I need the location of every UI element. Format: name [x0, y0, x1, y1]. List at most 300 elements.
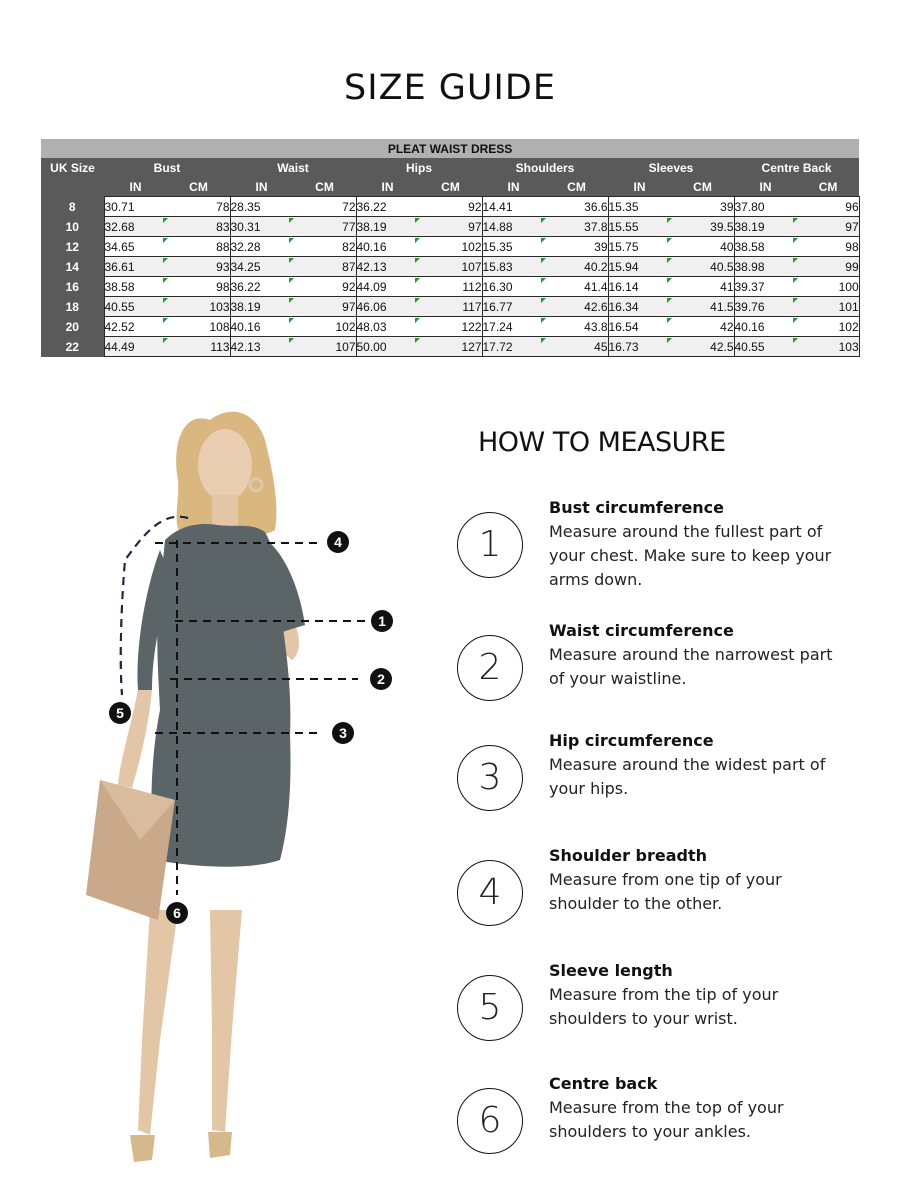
cm-value — [671, 317, 734, 337]
table-row — [41, 277, 859, 297]
leg-left — [138, 910, 178, 1135]
cell-text: 15.35 — [608, 199, 639, 214]
cell-text: 14.41 — [482, 199, 513, 214]
cell-text: 16.34 — [608, 299, 639, 314]
step-heading: Sleeve length — [549, 961, 673, 980]
size-cell: 18 — [41, 297, 104, 317]
cell-text: 98 — [216, 279, 230, 294]
cm-value — [293, 297, 356, 317]
in-value — [608, 257, 671, 277]
cell-text: 38.19 — [356, 219, 387, 234]
table-row — [41, 257, 859, 277]
in-value — [482, 317, 545, 337]
cm-value — [797, 257, 859, 277]
group-header: Centre Back — [734, 158, 859, 177]
cell-text: 39 — [720, 199, 734, 214]
group-header: Waist — [230, 158, 356, 177]
step-description: Measure around the widest part of your hips. — [549, 755, 826, 798]
cell-flag-icon — [793, 238, 798, 243]
cell-flag-icon — [541, 218, 546, 223]
step-heading: Shoulder breadth — [549, 846, 708, 865]
step-number-circle: 1 — [457, 512, 523, 578]
cell-text: 34.25 — [230, 259, 261, 274]
cm-value — [797, 277, 859, 297]
cell-text: 44.09 — [356, 279, 387, 294]
in-value — [482, 217, 545, 237]
cell-text: 39 — [594, 239, 608, 254]
product-name: PLEAT WAIST DRESS — [41, 139, 859, 158]
cell-flag-icon — [541, 338, 546, 343]
cm-value — [419, 217, 482, 237]
cell-flag-icon — [415, 238, 420, 243]
cm-value — [167, 257, 230, 277]
unit-in: IN — [356, 177, 419, 197]
cm-value — [419, 277, 482, 297]
cell-flag-icon — [667, 218, 672, 223]
cell-text: 113 — [210, 339, 230, 354]
unit-in: IN — [104, 177, 167, 197]
in-value — [356, 257, 419, 277]
size-cell: 14 — [41, 257, 104, 277]
cell-text: 77 — [342, 219, 356, 234]
in-value — [482, 297, 545, 317]
step-description: Measure from the tip of your shoulders to your wrist. — [549, 985, 779, 1028]
cell-text: 38.58 — [734, 239, 765, 254]
cell-text: 30.71 — [104, 199, 135, 214]
cell-flag-icon — [289, 278, 294, 283]
measure-step — [457, 731, 877, 835]
in-value — [734, 297, 797, 317]
cm-value — [167, 217, 230, 237]
cell-text: 82 — [342, 239, 356, 254]
step-heading: Centre back — [549, 1074, 658, 1093]
cm-value — [293, 277, 356, 297]
cm-value — [167, 277, 230, 297]
step-description: Measure around the fullest part of your chest. Make sure to keep your arms down. — [549, 522, 832, 589]
cell-text: 37.80 — [734, 199, 765, 214]
cm-value — [419, 197, 482, 217]
cm-value — [797, 197, 859, 217]
in-value — [482, 277, 545, 297]
cell-flag-icon — [541, 298, 546, 303]
page-title: SIZE GUIDE — [344, 68, 556, 108]
cm-value — [545, 197, 608, 217]
cell-text: 16.73 — [608, 339, 639, 354]
cell-flag-icon — [163, 258, 168, 263]
cell-flag-icon — [163, 218, 168, 223]
size-cell: 8 — [41, 197, 104, 217]
in-value — [482, 237, 545, 257]
cell-flag-icon — [289, 338, 294, 343]
leg-right — [210, 910, 242, 1132]
cell-text: 42.6 — [584, 299, 608, 314]
size-cell: 12 — [41, 237, 104, 257]
cell-text: 38.19 — [230, 299, 261, 314]
unit-cm: CM — [419, 177, 482, 197]
measure-step — [457, 621, 877, 725]
cell-flag-icon — [667, 298, 672, 303]
cm-value — [419, 237, 482, 257]
cell-text: 16.54 — [608, 319, 639, 334]
cell-flag-icon — [541, 238, 546, 243]
cell-text: 99 — [845, 259, 859, 274]
cell-text: 32.28 — [230, 239, 261, 254]
cm-value — [167, 197, 230, 217]
cell-flag-icon — [415, 318, 420, 323]
cell-flag-icon — [163, 238, 168, 243]
cell-text: 40.2 — [584, 259, 608, 274]
unit-cm: CM — [797, 177, 859, 197]
cm-value — [671, 217, 734, 237]
in-value — [734, 257, 797, 277]
in-value — [104, 197, 167, 217]
cm-value — [167, 337, 230, 357]
cm-value — [419, 337, 482, 357]
cell-text: 50.00 — [356, 339, 387, 354]
cell-text: 103 — [838, 339, 859, 354]
face — [198, 429, 252, 501]
in-value — [230, 337, 293, 357]
cell-text: 87 — [342, 259, 356, 274]
figure-marker-1: 1 — [371, 610, 393, 632]
cell-text: 38.98 — [734, 259, 765, 274]
figure-marker-2: 2 — [370, 668, 392, 690]
cm-value — [293, 217, 356, 237]
cell-text: 40.55 — [104, 299, 135, 314]
in-value — [230, 277, 293, 297]
figure-marker-4: 4 — [327, 531, 349, 553]
step-number-circle: 6 — [457, 1088, 523, 1154]
cell-text: 112 — [462, 279, 482, 294]
cell-text: 108 — [209, 319, 230, 334]
cell-flag-icon — [415, 218, 420, 223]
step-number-circle: 3 — [457, 745, 523, 811]
cell-flag-icon — [541, 258, 546, 263]
cell-flag-icon — [793, 278, 798, 283]
group-header: Shoulders — [482, 158, 608, 177]
cm-value — [167, 237, 230, 257]
cell-text: 127 — [461, 339, 482, 354]
cm-value — [671, 337, 734, 357]
cell-text: 102 — [335, 319, 356, 334]
cell-flag-icon — [289, 318, 294, 323]
cm-value — [419, 257, 482, 277]
cell-text: 40.16 — [356, 239, 387, 254]
cell-text: 40.16 — [734, 319, 765, 334]
in-value — [734, 277, 797, 297]
cell-flag-icon — [163, 278, 168, 283]
unit-cm: CM — [545, 177, 608, 197]
cell-flag-icon — [289, 218, 294, 223]
cell-text: 43.8 — [584, 319, 608, 334]
cm-value — [545, 337, 608, 357]
in-value — [104, 297, 167, 317]
cell-flag-icon — [289, 258, 294, 263]
cm-value — [545, 257, 608, 277]
cell-text: 102 — [838, 319, 859, 334]
table-row — [41, 317, 859, 337]
in-value — [230, 197, 293, 217]
cell-text: 36.22 — [356, 199, 387, 214]
cm-value — [293, 237, 356, 257]
cm-value — [419, 297, 482, 317]
group-header-row — [41, 158, 859, 177]
cm-value — [419, 317, 482, 337]
step-description: Measure from the top of your shoulders to your ankles. — [549, 1098, 784, 1141]
in-value — [230, 257, 293, 277]
in-value — [608, 317, 671, 337]
cell-text: 103 — [209, 299, 230, 314]
size-cell: 20 — [41, 317, 104, 337]
in-value — [356, 197, 419, 217]
cell-text: 39.76 — [734, 299, 765, 314]
in-value — [608, 297, 671, 317]
cell-text: 41 — [720, 279, 734, 294]
step-heading: Hip circumference — [549, 731, 714, 750]
cm-value — [545, 297, 608, 317]
in-value — [230, 317, 293, 337]
cell-text: 44.49 — [104, 339, 135, 354]
cell-text: 88 — [216, 239, 230, 254]
cm-value — [671, 277, 734, 297]
cm-value — [167, 297, 230, 317]
cm-value — [293, 317, 356, 337]
in-value — [734, 217, 797, 237]
cell-text: 98 — [845, 239, 859, 254]
cell-text: 101 — [838, 299, 859, 314]
cell-text: 107 — [461, 259, 482, 274]
cell-text: 72 — [342, 199, 356, 214]
cell-text: 41.5 — [710, 299, 734, 314]
cell-text: 17.24 — [482, 319, 513, 334]
cell-text: 42.13 — [356, 259, 387, 274]
in-value — [356, 317, 419, 337]
step-heading: Bust circumference — [549, 498, 725, 517]
in-value — [356, 237, 419, 257]
in-value — [104, 237, 167, 257]
cell-text: 28.35 — [230, 199, 261, 214]
cell-flag-icon — [415, 338, 420, 343]
cm-value — [671, 197, 734, 217]
cell-text: 36.22 — [230, 279, 261, 294]
cell-flag-icon — [793, 338, 798, 343]
cell-text: 45 — [594, 339, 608, 354]
group-header: Bust — [104, 158, 230, 177]
cell-text: 36.61 — [104, 259, 135, 274]
cell-flag-icon — [163, 338, 168, 343]
in-value — [608, 197, 671, 217]
step-number-circle: 5 — [457, 975, 523, 1041]
cell-text: 40.16 — [230, 319, 261, 334]
cell-text: 38.19 — [734, 219, 765, 234]
in-value — [104, 217, 167, 237]
size-cell: 22 — [41, 337, 104, 357]
in-value — [356, 297, 419, 317]
in-value — [734, 317, 797, 337]
measure-step — [457, 498, 877, 602]
cell-text: 78 — [216, 199, 230, 214]
in-value — [482, 337, 545, 357]
in-value — [608, 277, 671, 297]
neck — [212, 495, 238, 525]
table-row — [41, 337, 859, 357]
cell-text: 14.88 — [482, 219, 513, 234]
step-number-circle: 2 — [457, 635, 523, 701]
unit-cm: CM — [293, 177, 356, 197]
model-figure — [60, 390, 420, 1180]
cell-text: 15.94 — [608, 259, 639, 274]
cell-text: 40 — [720, 239, 734, 254]
cell-flag-icon — [415, 298, 420, 303]
in-value — [482, 257, 545, 277]
cm-value — [545, 277, 608, 297]
cell-flag-icon — [541, 278, 546, 283]
cell-text: 15.55 — [608, 219, 639, 234]
cell-text: 100 — [838, 279, 859, 294]
cell-text: 39.37 — [734, 279, 765, 294]
in-value — [230, 217, 293, 237]
in-value — [104, 277, 167, 297]
step-heading: Waist circumference — [549, 621, 734, 640]
group-header: Hips — [356, 158, 482, 177]
cm-value — [167, 317, 230, 337]
in-value — [104, 337, 167, 357]
size-header: UK Size — [41, 158, 104, 177]
cell-text: 34.65 — [104, 239, 135, 254]
unit-in: IN — [230, 177, 293, 197]
cell-flag-icon — [667, 278, 672, 283]
cell-text: 40.5 — [710, 259, 734, 274]
cm-value — [671, 297, 734, 317]
cell-text: 83 — [216, 219, 230, 234]
cm-value — [797, 237, 859, 257]
shoe-right — [208, 1132, 232, 1158]
in-value — [356, 217, 419, 237]
cell-text: 46.06 — [356, 299, 387, 314]
unit-cm: CM — [671, 177, 734, 197]
cell-text: 15.35 — [482, 239, 513, 254]
in-value — [608, 337, 671, 357]
cell-flag-icon — [667, 338, 672, 343]
in-value — [734, 337, 797, 357]
cell-text: 16.30 — [482, 279, 513, 294]
measure-step — [457, 846, 877, 950]
cell-flag-icon — [793, 318, 798, 323]
in-value — [734, 197, 797, 217]
figure-marker-6: 6 — [166, 902, 188, 924]
size-cell: 10 — [41, 217, 104, 237]
cell-flag-icon — [667, 318, 672, 323]
step-number-circle: 4 — [457, 860, 523, 926]
in-value — [734, 237, 797, 257]
unit-header-blank — [41, 177, 104, 197]
in-value — [356, 277, 419, 297]
cell-text: 41.4 — [584, 279, 608, 294]
cell-text: 42 — [720, 319, 734, 334]
cm-value — [671, 237, 734, 257]
cm-value — [797, 317, 859, 337]
cell-text: 97 — [845, 219, 859, 234]
table-row — [41, 217, 859, 237]
cell-text: 36.6 — [584, 199, 608, 214]
cm-value — [545, 237, 608, 257]
cell-text: 42.5 — [710, 339, 734, 354]
cell-flag-icon — [667, 258, 672, 263]
figure-marker-5: 5 — [109, 702, 131, 724]
in-value — [104, 317, 167, 337]
cell-text: 15.83 — [482, 259, 513, 274]
product-row — [41, 139, 859, 158]
cell-text: 107 — [335, 339, 356, 354]
in-value — [608, 237, 671, 257]
cell-flag-icon — [415, 258, 420, 263]
cell-text: 97 — [468, 219, 482, 234]
cell-text: 92 — [342, 279, 356, 294]
cell-text: 93 — [216, 259, 230, 274]
measure-step — [457, 1074, 877, 1178]
cell-flag-icon — [541, 318, 546, 323]
cell-flag-icon — [793, 218, 798, 223]
in-value — [230, 237, 293, 257]
unit-in: IN — [734, 177, 797, 197]
measure-step — [457, 961, 877, 1065]
table-row — [41, 197, 859, 217]
how-to-measure-title: HOW TO MEASURE — [478, 427, 726, 458]
step-description: Measure from one tip of your shoulder to the other. — [549, 870, 782, 913]
unit-in: IN — [482, 177, 545, 197]
cm-value — [293, 257, 356, 277]
cell-flag-icon — [289, 298, 294, 303]
unit-in: IN — [608, 177, 671, 197]
group-header: Sleeves — [608, 158, 734, 177]
cell-text: 15.75 — [608, 239, 639, 254]
cell-text: 96 — [845, 199, 859, 214]
cm-value — [293, 197, 356, 217]
in-value — [230, 297, 293, 317]
cm-value — [545, 317, 608, 337]
cell-text: 42.52 — [104, 319, 135, 334]
cell-text: 30.31 — [230, 219, 261, 234]
cell-text: 42.13 — [230, 339, 261, 354]
in-value — [482, 197, 545, 217]
in-value — [356, 337, 419, 357]
cm-value — [293, 337, 356, 357]
size-table — [41, 139, 860, 357]
cell-text: 122 — [461, 319, 482, 334]
cell-text: 17.72 — [482, 339, 513, 354]
cell-flag-icon — [163, 298, 168, 303]
cell-flag-icon — [415, 278, 420, 283]
table-row — [41, 297, 859, 317]
cell-flag-icon — [163, 318, 168, 323]
cell-text: 32.68 — [104, 219, 135, 234]
cell-flag-icon — [289, 238, 294, 243]
step-description: Measure around the narrowest part of your waistline. — [549, 645, 833, 688]
cm-value — [797, 337, 859, 357]
table-row — [41, 237, 859, 257]
cell-text: 48.03 — [356, 319, 387, 334]
cell-text: 117 — [462, 299, 482, 314]
cell-text: 102 — [461, 239, 482, 254]
in-value — [104, 257, 167, 277]
cell-text: 16.77 — [482, 299, 513, 314]
size-cell: 16 — [41, 277, 104, 297]
cell-text: 97 — [342, 299, 356, 314]
unit-header-row — [41, 177, 859, 197]
cell-text: 16.14 — [608, 279, 639, 294]
cm-value — [671, 257, 734, 277]
figure-marker-3: 3 — [332, 722, 354, 744]
